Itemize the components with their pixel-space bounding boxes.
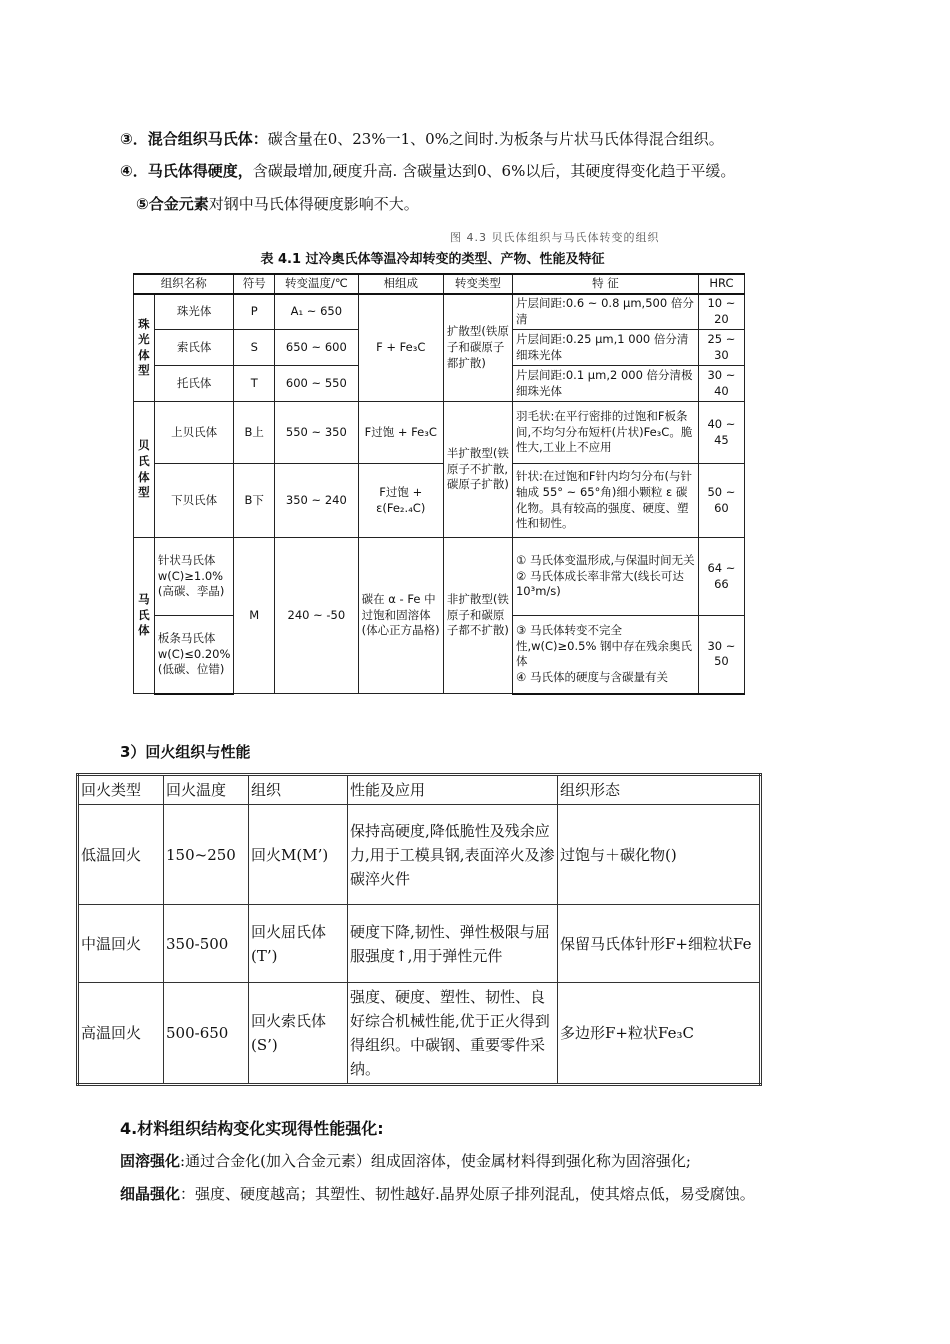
cell-temp: 240 ~ -50 [275,538,359,694]
group-name: 马氏体 [134,538,155,694]
feature-line: ④ 马氏体的硬度与含碳量有关 [515,669,668,684]
cell-hrc: 25 ~ 30 [698,330,744,366]
cell-property: 硬度下降,韧性、弹性极限与屈服强度↑,用于弹性元件 [348,905,558,983]
fine-grain-text: ：强度、硬度越高；其塑性、韧性越好.晶界处原子排列混乱，使其熔点低，易受腐蚀。 [180,1185,755,1203]
table-row [134,294,745,330]
cell-morphology: 过饱与＋碳化物() [558,805,761,905]
table-row [78,805,761,905]
feature-line: ② 马氏体成长率非常大(线长可达 10³m/s) [515,568,684,599]
cell-name: 索氏体 [154,330,234,366]
cell-type: 低温回火 [78,805,164,905]
cell-feature: 片层间距:0.6 ~ 0.8 μm,500 倍分清 [512,294,698,330]
item-4-label: ④．马氏体得硬度， [120,162,253,180]
cell-phase: F过饱 + Fe₃C [358,402,443,464]
cell-temp: 650 ~ 600 [275,330,359,366]
cell-name: 板条马氏体 w(C)≤0.20%(低碳、位错) [154,616,234,694]
cell-name: 托氏体 [154,366,234,402]
temper-table [76,773,762,1086]
item-4-text: 含碳最增加,硬度升高. 含碳量达到0、6%以后，其硬度得变化趋于平缓。 [252,162,736,180]
cell-symbol: S [234,330,275,366]
cell-property: 强度、硬度、塑性、韧性、良好综合机械性能,优于正火得到得组织。中碳钢、重要零件采纳。 [348,983,558,1085]
feature-line: ① 马氏体变温形成,与保温时间无关 [515,553,695,568]
cell-type: 高温回火 [78,983,164,1085]
col-name: 组织名称 [134,274,234,294]
cell-name: 下贝氏体 [154,464,234,538]
cell-name: 针状马氏体 w(C)≥1.0%(高碳、孪晶) [154,538,234,616]
cell-feature: 针状:在过饱和F针内均匀分布(与针轴成 55° ~ 65°角)细小颗粒 ε 碳化物。具有较高的强度、硬度、塑性和韧性。 [512,464,698,538]
item-4 [120,160,735,181]
cell-phase: F过饱 + ε(Fe₂.₄C) [358,464,443,538]
col-hrc: HRC [698,274,744,294]
cell-hrc: 40 ~ 45 [698,402,744,464]
col-morphology: 组织形态 [558,775,761,805]
group-name: 贝氏体型 [134,402,155,538]
cell-morphology: 保留马氏体针形F+细粒状Fe [558,905,761,983]
cell-type: 中温回火 [78,905,164,983]
col-feature: 特 征 [512,274,698,294]
cell-hrc: 30 ~ 40 [698,366,744,402]
item-3 [120,128,724,149]
cell-name: 上贝氏体 [154,402,234,464]
col-symbol: 符号 [234,274,275,294]
section-4-title: 4.材料组织结构变化实现得性能强化: [120,1119,384,1138]
cell-temp: 350-500 [164,905,249,983]
cell-temp: A₁ ~ 650 [275,294,359,330]
solid-solution-text: :通过合金化(加入合金元素）组成固溶体，使金属材料得到强化称为固溶强化; [180,1152,691,1170]
item-3-label: ③．混合组织马氏体： [120,130,268,148]
col-temp: 转变温度/℃ [275,274,359,294]
cell-feature: 片层间距:0.1 μm,2 000 倍分清极细珠光体 [512,366,698,402]
cell-symbol: B上 [234,402,275,464]
table-4-1-header [134,274,745,294]
cell-feature: 片层间距:0.25 μm,1 000 倍分清细珠光体 [512,330,698,366]
col-type: 回火类型 [78,775,164,805]
temper-header [78,775,761,805]
item-5-label: ⑤合金元素 [136,195,209,213]
partial-figure-caption: 图 4.3 贝氏体组织与马氏体转变的组织 [450,231,660,244]
cell-temp: 550 ~ 350 [275,402,359,464]
temper-section-title: 3）回火组织与性能 [120,743,251,761]
col-type: 转变类型 [443,274,512,294]
col-temp: 回火温度 [164,775,249,805]
table-4-1-caption: 表 4.1 过冷奥氏体等温冷却转变的类型、产物、性能及特征 [260,252,605,267]
table-row [134,538,745,616]
fine-grain-label: 细晶强化 [120,1185,181,1203]
cell-structure: 回火屈氏体(T’) [249,905,348,983]
cell-temp: 150~250 [164,805,249,905]
cell-hrc: 30 ~ 50 [698,616,744,694]
item-3-text: 碳含量在0、23%一1、0%之间时.为板条与片状马氏体得混合组织。 [267,130,724,148]
solid-solution-label: 固溶强化 [120,1152,181,1170]
cell-structure: 回火M(M’) [249,805,348,905]
table-4-1 [133,273,745,695]
table-row [78,905,761,983]
cell-temp: 350 ~ 240 [275,464,359,538]
table-row [134,464,745,538]
cell-feature [512,538,698,616]
group-name: 珠光体型 [134,294,155,402]
cell-symbol: M [234,538,275,694]
col-property: 性能及应用 [348,775,558,805]
item-5 [136,193,419,214]
cell-symbol: B下 [234,464,275,538]
cell-phase: 碳在 α - Fe 中过饱和固溶体(体心正方晶格) [358,538,443,694]
feature-line: ③ 马氏体转变不完全性,w(C)≥0.5% 钢中存在残余奥氏体 [515,623,693,669]
fine-grain-line [120,1183,755,1204]
cell-phase: F + Fe₃C [358,294,443,402]
cell-symbol: P [234,294,275,330]
cell-property: 保持高硬度,降低脆性及残余应力,用于工模具钢,表面淬火及渗碳淬火件 [348,805,558,905]
cell-name: 珠光体 [154,294,234,330]
cell-type: 半扩散型(铁原子不扩散,碳原子扩散) [443,402,512,538]
cell-symbol: T [234,366,275,402]
cell-temp: 600 ~ 550 [275,366,359,402]
cell-temp: 500-650 [164,983,249,1085]
cell-hrc: 10 ~ 20 [698,294,744,330]
item-5-text: 对钢中马氏体得硬度影响不大。 [208,195,419,213]
cell-hrc: 64 ~ 66 [698,538,744,616]
cell-feature [512,616,698,694]
table-row [134,402,745,464]
col-structure: 组织 [249,775,348,805]
cell-feature: 羽毛状:在平行密排的过饱和F板条间,不均匀分布短杆(片状)Fe₃C。脆性大,工业上不应用 [512,402,698,464]
cell-hrc: 50 ~ 60 [698,464,744,538]
cell-structure: 回火索氏体(S’) [249,983,348,1085]
cell-type: 扩散型(铁原子和碳原子都扩散) [443,294,512,402]
col-phase: 相组成 [358,274,443,294]
solid-solution-line [120,1150,691,1171]
cell-type: 非扩散型(铁原子和碳原子都不扩散) [443,538,512,694]
cell-morphology: 多边形F+粒状Fe₃C [558,983,761,1085]
table-row [78,983,761,1085]
